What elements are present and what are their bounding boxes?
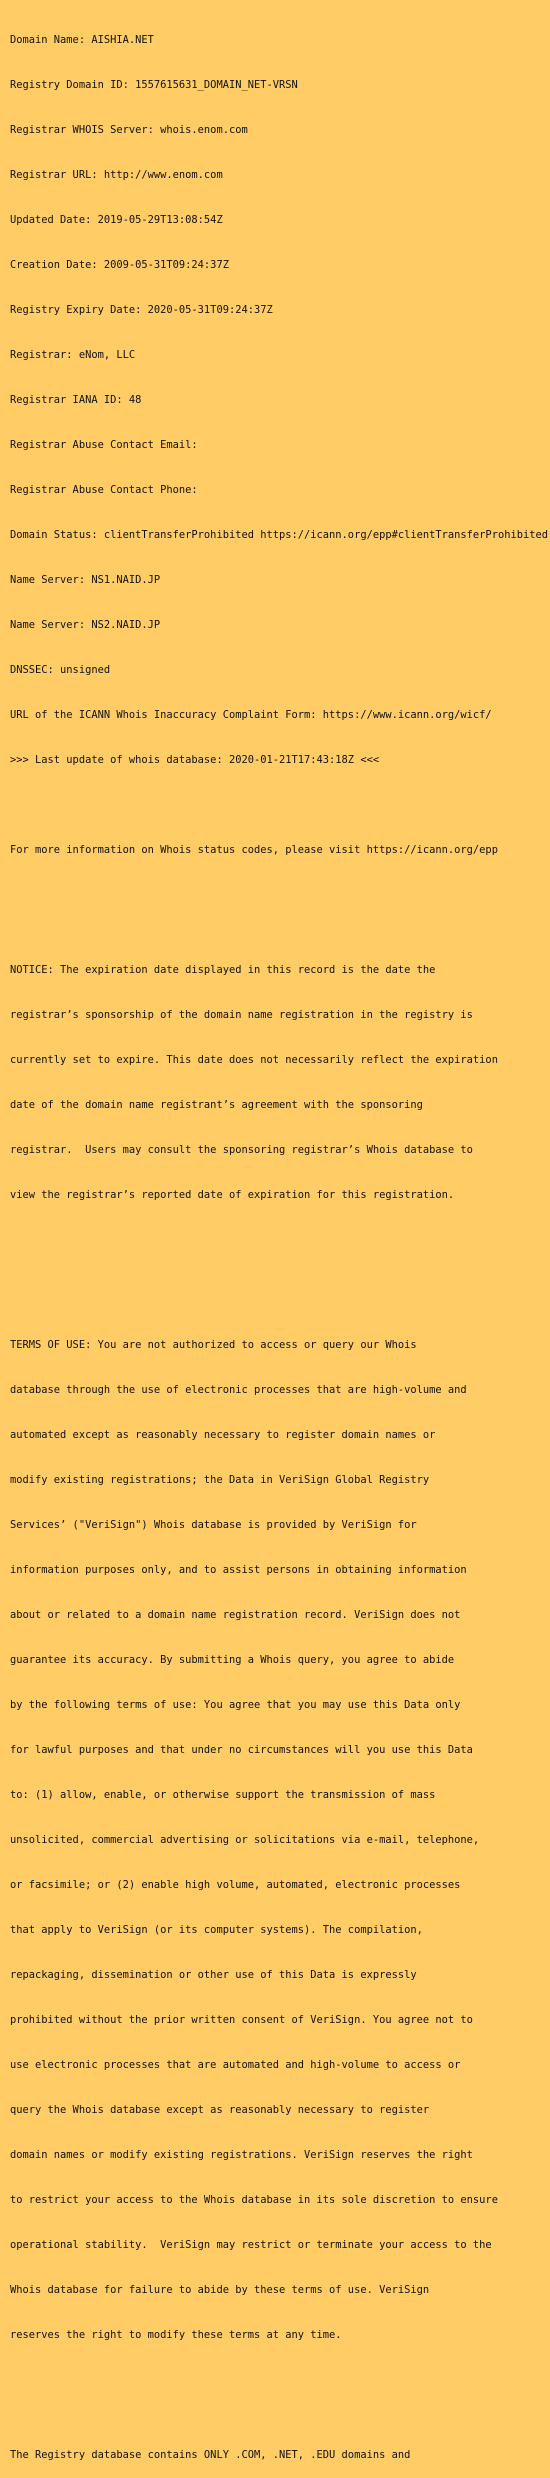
terms-line: guarantee its accuracy. By submitting a Whois query, you agree to abide — [10, 1654, 455, 1666]
spacer — [10, 888, 546, 903]
terms-line: use electronic processes that are automated and high-volume to access or — [10, 2059, 461, 2071]
terms-line: automated except as reasonably necessary to register domain names or — [10, 1429, 436, 1441]
registry-note-text: The Registry database contains ONLY .COM, .NET, .EDU domains and — [10, 2449, 411, 2461]
terms-line: domain names or modify existing registrations. VeriSign reserves the right — [10, 2149, 473, 2161]
terms-line: database through the use of electronic processes that are high-volume and — [10, 1384, 467, 1396]
field-creation-date: Creation Date: 2009-05-31T09:24:37Z — [10, 259, 229, 271]
terms-line: operational stability. VeriSign may restrict or terminate your access to the — [10, 2239, 492, 2251]
field-registry-expiry-date: Registry Expiry Date: 2020-05-31T09:24:37Z — [10, 304, 273, 316]
notice-line: registrar. Users may consult the sponsoring registrar’s Whois database to — [10, 1144, 473, 1156]
terms-line: or facsimile; or (2) enable high volume, automated, electronic processes — [10, 1879, 461, 1891]
field-domain-name: Domain Name: AISHIA.NET — [10, 34, 154, 46]
status-info-text: For more information on Whois status codes, please visit https://icann.org/epp — [10, 844, 498, 856]
field-domain-status: Domain Status: clientTransferProhibited https://icann.org/epp#clientTransferProhibited — [10, 529, 548, 541]
field-registrar-whois-server: Registrar WHOIS Server: whois.enom.com — [10, 124, 248, 136]
terms-line: Services’ ("VeriSign") Whois database is provided by VeriSign for — [10, 1519, 417, 1531]
field-registrar-url: Registrar URL: http://www.enom.com — [10, 169, 223, 181]
field-registrar: Registrar: eNom, LLC — [10, 349, 136, 361]
notice-line: NOTICE: The expiration date displayed in this record is the date the — [10, 964, 436, 976]
field-updated-date: Updated Date: 2019-05-29T13:08:54Z — [10, 214, 223, 226]
terms-line: by the following terms of use: You agree that you may use this Data only — [10, 1699, 461, 1711]
terms-line: about or related to a domain name registration record. VeriSign does not — [10, 1609, 461, 1621]
field-registrar-iana-id: Registrar IANA ID: 48 — [10, 394, 142, 406]
terms-line: to: (1) allow, enable, or otherwise support the transmission of mass — [10, 1789, 436, 1801]
field-name-server-1: Name Server: NS1.NAID.JP — [10, 574, 161, 586]
terms-line: prohibited without the prior written consent of VeriSign. You agree not to — [10, 2014, 473, 2026]
notice-paragraph — [10, 933, 546, 1233]
terms-line: information purposes only, and to assist persons in obtaining information — [10, 1564, 467, 1576]
field-abuse-contact-email: Registrar Abuse Contact Email: — [10, 439, 198, 451]
terms-line: to restrict your access to the Whois database in its sole discretion to ensure — [10, 2194, 498, 2206]
notice-line: currently set to expire. This date does not necessarily reflect the expiration — [10, 1054, 498, 1066]
field-dnssec: DNSSEC: unsigned — [10, 664, 111, 676]
terms-line: TERMS OF USE: You are not authorized to access or query our Whois — [10, 1339, 417, 1351]
spacer — [10, 798, 546, 813]
terms-line: reserves the right to modify these terms at any time. — [10, 2329, 342, 2341]
field-registry-domain-id: Registry Domain ID: 1557615631_DOMAIN_NET-VRSN — [10, 79, 298, 91]
spacer — [10, 2403, 546, 2418]
terms-line: repackaging, dissemination or other use of this Data is expressly — [10, 1969, 417, 1981]
terms-line: for lawful purposes and that under no circumstances will you use this Data — [10, 1744, 473, 1756]
terms-line: modify existing registrations; the Data in VeriSign Global Registry — [10, 1474, 430, 1486]
field-name-server-2: Name Server: NS2.NAID.JP — [10, 619, 161, 631]
field-last-update: >>> Last update of whois database: 2020-01-21T17:43:18Z <<< — [10, 754, 380, 766]
field-icann-complaint-url: URL of the ICANN Whois Inaccuracy Complaint Form: https://www.icann.org/wicf/ — [10, 709, 492, 721]
notice-line: date of the domain name registrant’s agreement with the sponsoring — [10, 1099, 423, 1111]
field-abuse-contact-phone: Registrar Abuse Contact Phone: — [10, 484, 198, 496]
notice-line: registrar’s sponsorship of the domain name registration in the registry is — [10, 1009, 473, 1021]
spacer — [10, 1263, 546, 1278]
terms-line: query the Whois database except as reasonably necessary to register — [10, 2104, 430, 2116]
notice-line: view the registrar’s reported date of expiration for this registration. — [10, 1189, 455, 1201]
terms-line: Whois database for failure to abide by these terms of use. VeriSign — [10, 2284, 430, 2296]
whois-record — [10, 3, 546, 2478]
terms-line: unsolicited, commercial advertising or solicitations via e-mail, telephone, — [10, 1834, 480, 1846]
terms-of-use-paragraph — [10, 1308, 546, 2373]
terms-line: that apply to VeriSign (or its computer systems). The compilation, — [10, 1924, 423, 1936]
